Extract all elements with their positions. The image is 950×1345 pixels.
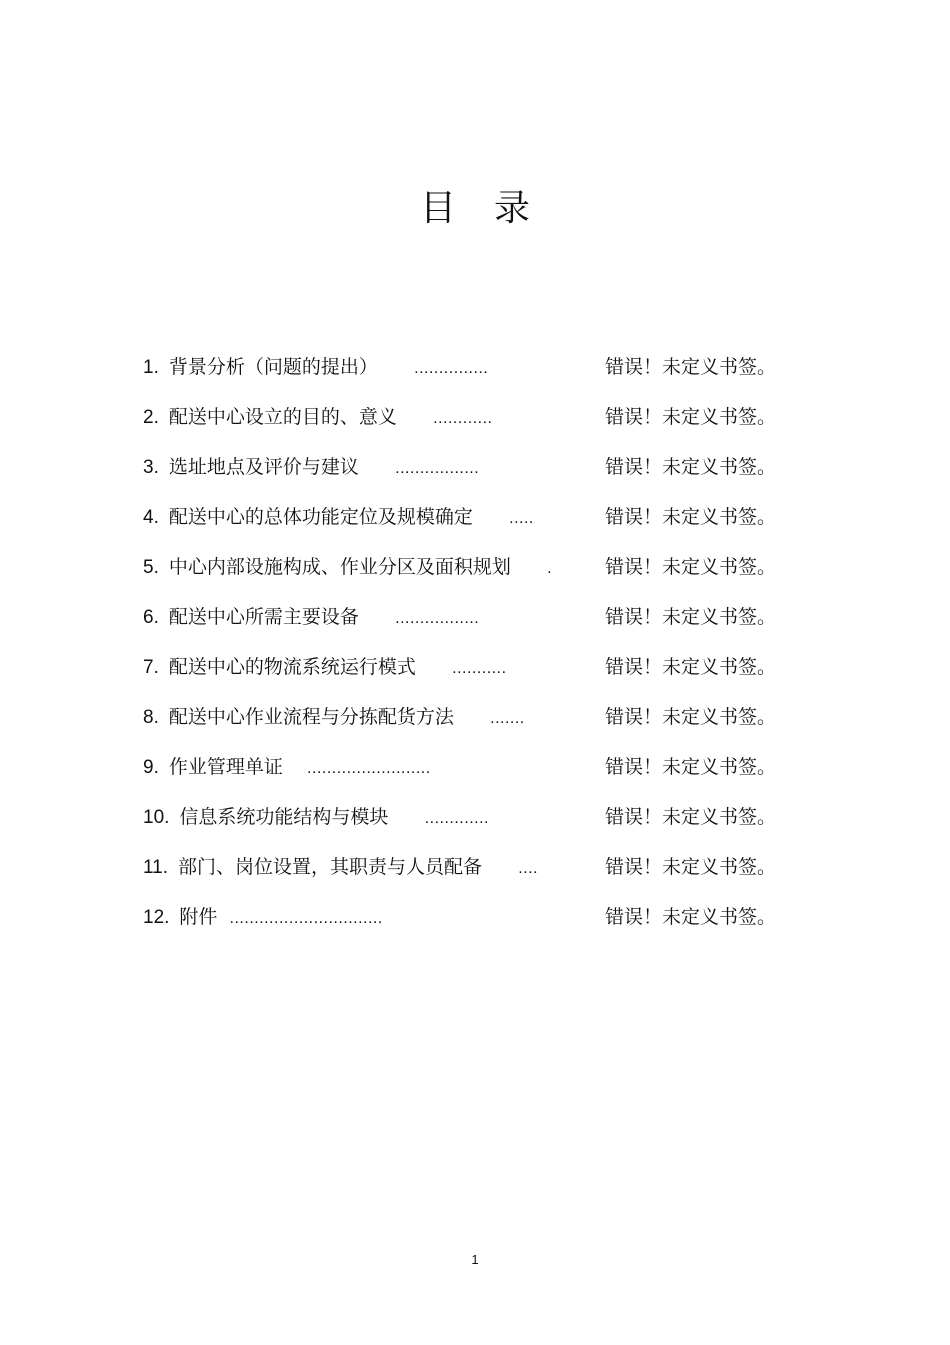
toc-entry-title: 背景分析（问题的提出） bbox=[168, 356, 378, 378]
toc-entry-1[interactable] bbox=[143, 348, 808, 398]
toc-entry-leader: ......................... bbox=[307, 760, 431, 777]
toc-entry-title: 中心内部设施构成、作业分区及面积规划 bbox=[168, 556, 511, 578]
toc-entry-number: 9. bbox=[143, 757, 159, 778]
toc-entry-number: 1. bbox=[143, 357, 159, 378]
toc-entry-number: 5. bbox=[143, 557, 159, 578]
toc-entry-page: 错误！未定义书签。 bbox=[605, 456, 777, 478]
toc-entry-leader: ............ bbox=[433, 410, 493, 427]
toc-entry-page: 错误！未定义书签。 bbox=[605, 606, 777, 628]
toc-entry-number: 10. bbox=[143, 807, 170, 828]
toc-entry-9[interactable] bbox=[143, 748, 808, 798]
toc-entry-page: 错误！未定义书签。 bbox=[605, 756, 777, 778]
toc-entry-leader: ..... bbox=[509, 510, 534, 527]
toc-entry-page: 错误！未定义书签。 bbox=[605, 506, 777, 528]
toc-entry-leader: ........... bbox=[452, 660, 507, 677]
toc-entry-page: 错误！未定义书签。 bbox=[605, 556, 777, 578]
page-number: 1 bbox=[471, 1252, 479, 1267]
toc-entry-leader: ................. bbox=[395, 460, 480, 477]
toc-entry-leader: ............................... bbox=[229, 910, 383, 927]
toc-entry-10[interactable] bbox=[143, 798, 808, 848]
toc-entry-title: 配送中心的总体功能定位及规模确定 bbox=[168, 506, 473, 528]
toc-entry-page: 错误！未定义书签。 bbox=[605, 906, 777, 928]
toc-entry-number: 8. bbox=[143, 707, 159, 728]
toc-entry-number: 2. bbox=[143, 407, 159, 428]
toc-entry-4[interactable] bbox=[143, 498, 808, 548]
toc-entry-leader: ....... bbox=[490, 710, 525, 727]
toc-entry-leader: ................. bbox=[395, 610, 480, 627]
toc-entry-3[interactable] bbox=[143, 448, 808, 498]
toc-entry-6[interactable] bbox=[143, 598, 808, 648]
toc-entry-12[interactable] bbox=[143, 898, 808, 948]
toc-entry-page: 错误！未定义书签。 bbox=[605, 856, 777, 878]
toc-entry-title: 配送中心设立的目的、意义 bbox=[168, 406, 397, 428]
toc-entry-number: 11. bbox=[143, 857, 169, 878]
toc-entry-title: 选址地点及评价与建议 bbox=[168, 456, 359, 478]
toc-entry-11[interactable] bbox=[143, 848, 808, 898]
page-title: 目录 bbox=[419, 188, 568, 229]
toc-entry-page: 错误！未定义书签。 bbox=[605, 406, 777, 428]
toc-entry-number: 4. bbox=[143, 507, 159, 528]
toc-entry-title: 配送中心所需主要设备 bbox=[168, 606, 359, 628]
toc-entry-7[interactable] bbox=[143, 648, 808, 698]
toc-entry-5[interactable] bbox=[143, 548, 808, 598]
toc-entry-title: 信息系统功能结构与模块 bbox=[179, 806, 389, 828]
toc-entry-leader: .... bbox=[518, 860, 539, 877]
toc-entry-title: 作业管理单证 bbox=[168, 756, 283, 778]
toc-entry-number: 3. bbox=[143, 457, 159, 478]
toc-entry-page: 错误！未定义书签。 bbox=[605, 706, 777, 728]
toc-entry-page: 错误！未定义书签。 bbox=[605, 806, 777, 828]
toc-entry-leader: ............. bbox=[424, 810, 489, 827]
toc-entry-leader: . bbox=[547, 560, 553, 577]
toc-entry-2[interactable] bbox=[143, 398, 808, 448]
table-of-contents bbox=[143, 348, 808, 948]
toc-entry-number: 7. bbox=[143, 657, 159, 678]
toc-entry-number: 6. bbox=[143, 607, 159, 628]
toc-entry-title: 部门、岗位设置，其职责与人员配备 bbox=[178, 856, 483, 878]
toc-entry-page: 错误！未定义书签。 bbox=[605, 656, 777, 678]
toc-entry-title: 附件 bbox=[179, 906, 218, 928]
toc-entry-title: 配送中心作业流程与分拣配货方法 bbox=[168, 706, 454, 728]
toc-entry-leader: ............... bbox=[414, 360, 489, 377]
toc-entry-title: 配送中心的物流系统运行模式 bbox=[168, 656, 416, 678]
toc-entry-8[interactable] bbox=[143, 698, 808, 748]
toc-entry-number: 12. bbox=[143, 907, 170, 928]
toc-entry-page: 错误！未定义书签。 bbox=[605, 356, 777, 378]
